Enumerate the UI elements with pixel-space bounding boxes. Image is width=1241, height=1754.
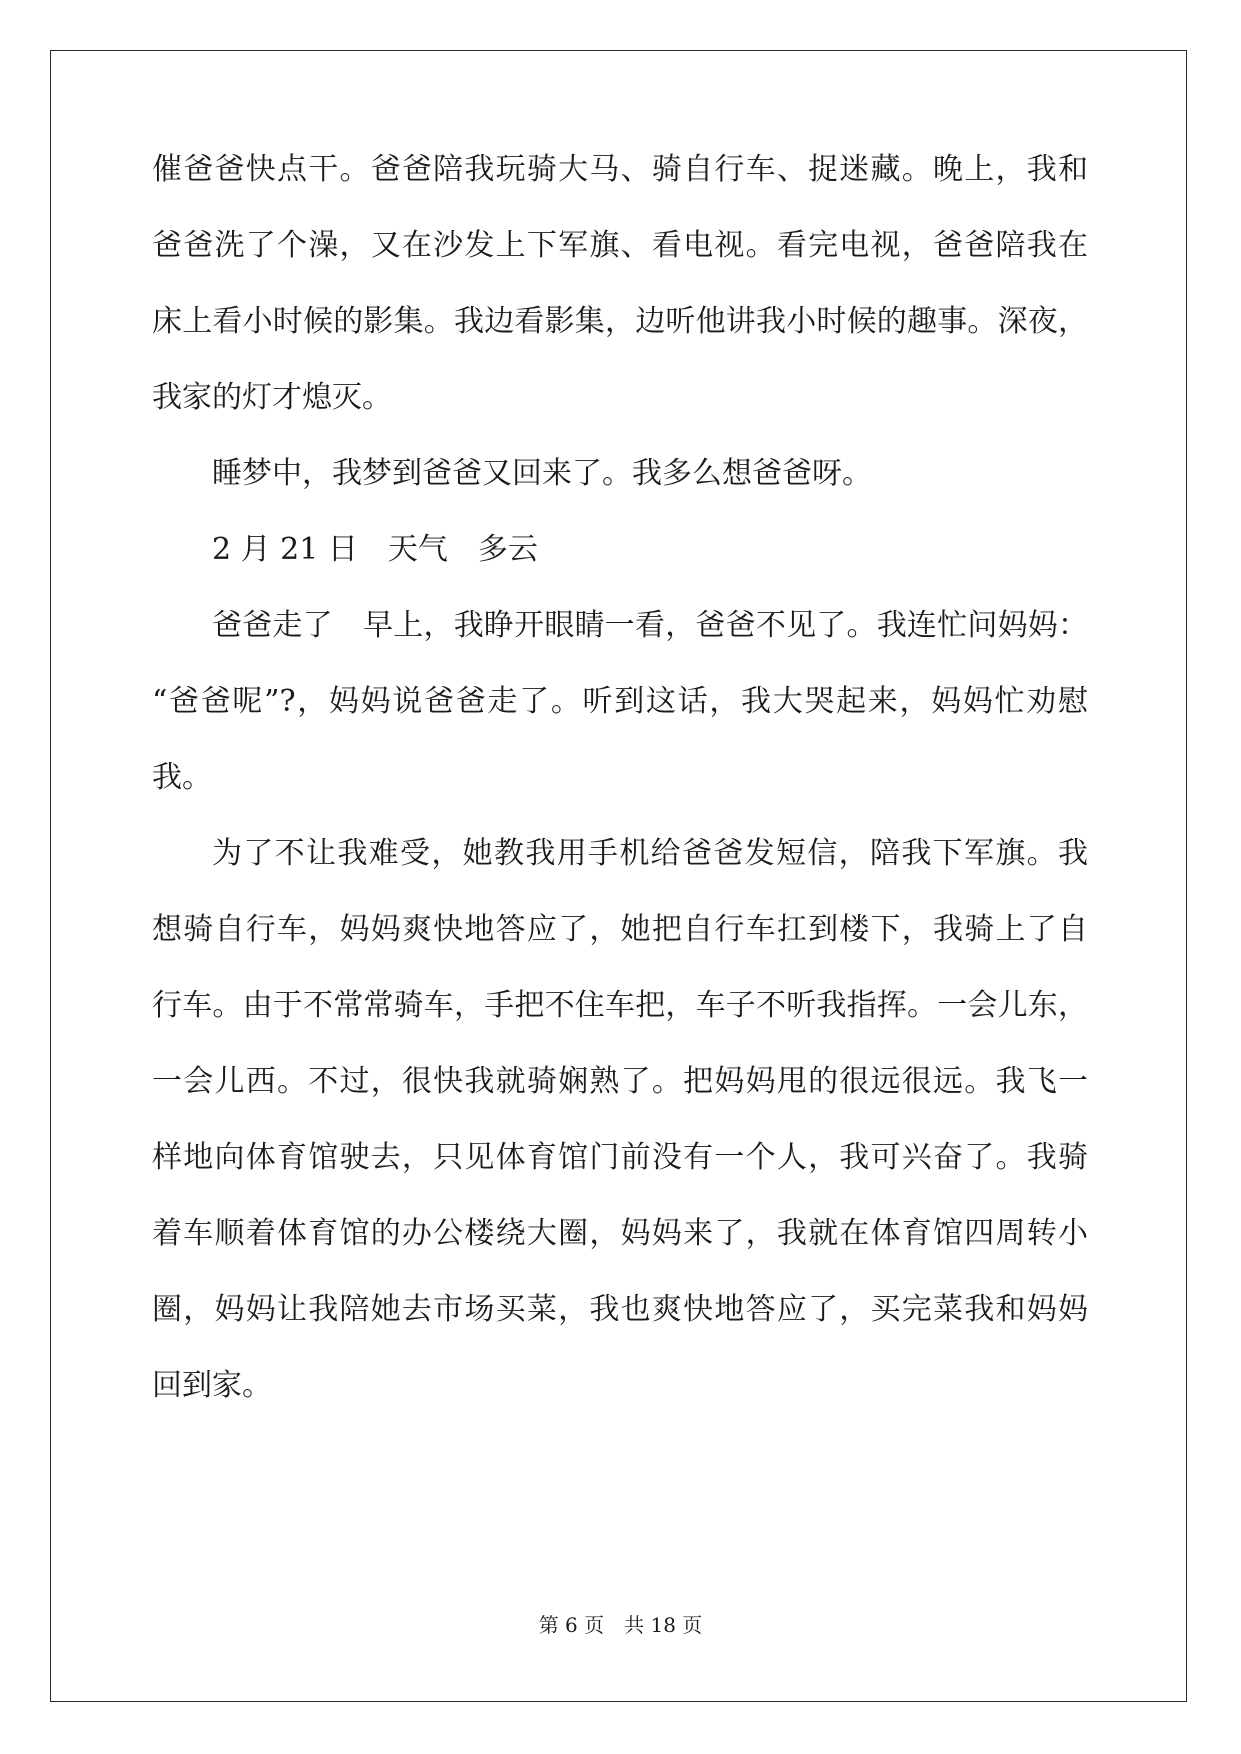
text-line-11: 想骑自行车，妈妈爽快地答应了，她把自行车扛到楼下，我骑上了自 <box>152 912 1088 947</box>
text-line-15: 着车顺着体育馆的办公楼绕大圈，妈妈来了，我就在体育馆四周转小 <box>152 1216 1088 1251</box>
text-line-7: 爸爸走了 早上，我睁开眼睛一看，爸爸不见了。我连忙问妈妈： <box>212 608 1088 643</box>
text-line-12: 行车。由于不常常骑车，手把不住车把，车子不听我指挥。一会儿东， <box>152 988 1088 1023</box>
text-line-8: “爸爸呢”?，妈妈说爸爸走了。听到这话，我大哭起来，妈妈忙劝慰 <box>152 684 1088 719</box>
text-line-5: 睡梦中，我梦到爸爸又回来了。我多么想爸爸呀。 <box>212 456 872 491</box>
text-line-3: 床上看小时候的影集。我边看影集，边听他讲我小时候的趣事。深夜， <box>152 304 1088 339</box>
page-border <box>50 50 1187 1702</box>
text-line-17: 回到家。 <box>152 1368 272 1403</box>
text-line-4: 我家的灯才熄灭。 <box>152 380 392 415</box>
text-line-16: 圈，妈妈让我陪她去市场买菜，我也爽快地答应了，买完菜我和妈妈 <box>152 1292 1088 1327</box>
text-line-9: 我。 <box>152 760 212 795</box>
text-line-1: 催爸爸快点干。爸爸陪我玩骑大马、骑自行车、捉迷藏。晚上，我和 <box>152 152 1088 187</box>
text-line-13: 一会儿西。不过，很快我就骑娴熟了。把妈妈甩的很远很远。我飞一 <box>152 1064 1088 1099</box>
page-number-footer: 第 6 页 共 18 页 <box>538 1613 703 1637</box>
text-line-14: 样地向体育馆驶去，只见体育馆门前没有一个人，我可兴奋了。我骑 <box>152 1140 1088 1175</box>
text-line-2: 爸爸洗了个澡，又在沙发上下军旗、看电视。看完电视，爸爸陪我在 <box>152 228 1088 263</box>
diary-date-heading: 2 月 21 日 天气 多云 <box>212 532 538 567</box>
text-line-10: 为了不让我难受，她教我用手机给爸爸发短信，陪我下军旗。我 <box>212 836 1088 871</box>
